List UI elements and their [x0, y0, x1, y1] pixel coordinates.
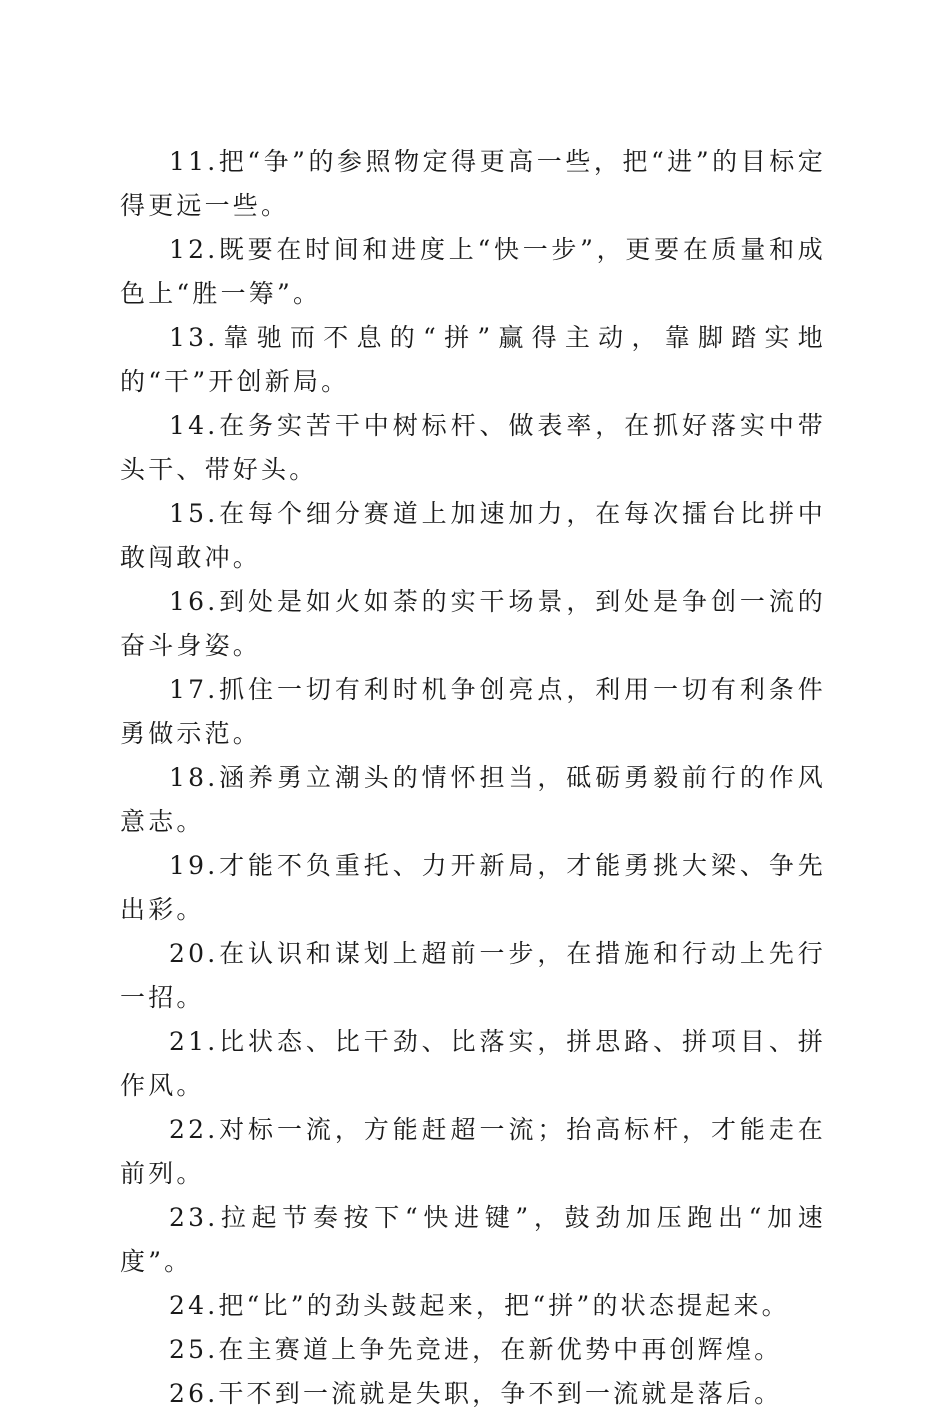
paragraph-19: 19.才能不负重托、力开新局，才能勇挑大梁、争先出彩。	[120, 851, 826, 924]
paragraph-11: 11.把“争”的参照物定得更高一些，把“进”的目标定得更远一些。	[120, 147, 826, 220]
paragraph-21: 21.比状态、比干劲、比落实，拼思路、拼项目、拼作风。	[120, 1027, 826, 1100]
paragraph-17: 17.抓住一切有利时机争创亮点，利用一切有利条件勇做示范。	[120, 675, 826, 748]
paragraph-13: 13.靠驰而不息的“拼”赢得主动，靠脚踏实地的“干”开创新局。	[120, 323, 826, 396]
paragraph-22: 22.对标一流，方能赶超一流；抬高标杆，才能走在前列。	[120, 1115, 826, 1188]
paragraph-15: 15.在每个细分赛道上加速加力，在每次擂台比拼中敢闯敢冲。	[120, 499, 826, 572]
paragraph-18: 18.涵养勇立潮头的情怀担当，砥砺勇毅前行的作风意志。	[120, 763, 826, 836]
paragraph-23: 23.拉起节奏按下“快进键”，鼓劲加压跑出“加速度”。	[120, 1203, 826, 1276]
paragraph-14: 14.在务实苦干中树标杆、做表率，在抓好落实中带头干、带好头。	[120, 411, 826, 484]
paragraph-20: 20.在认识和谋划上超前一步，在措施和行动上先行一招。	[120, 939, 826, 1012]
paragraph-26: 26.干不到一流就是失职，争不到一流就是落后。	[169, 1379, 783, 1408]
document-body	[120, 140, 826, 1416]
paragraph-25: 25.在主赛道上争先竞进，在新优势中再创辉煌。	[169, 1335, 783, 1364]
paragraph-12: 12.既要在时间和进度上“快一步”，更要在质量和成色上“胜一筹”。	[120, 235, 826, 308]
paragraph-24: 24.把“比”的劲头鼓起来，把“拼”的状态提起来。	[169, 1291, 790, 1320]
paragraph-16: 16.到处是如火如荼的实干场景，到处是争创一流的奋斗身姿。	[120, 587, 826, 660]
